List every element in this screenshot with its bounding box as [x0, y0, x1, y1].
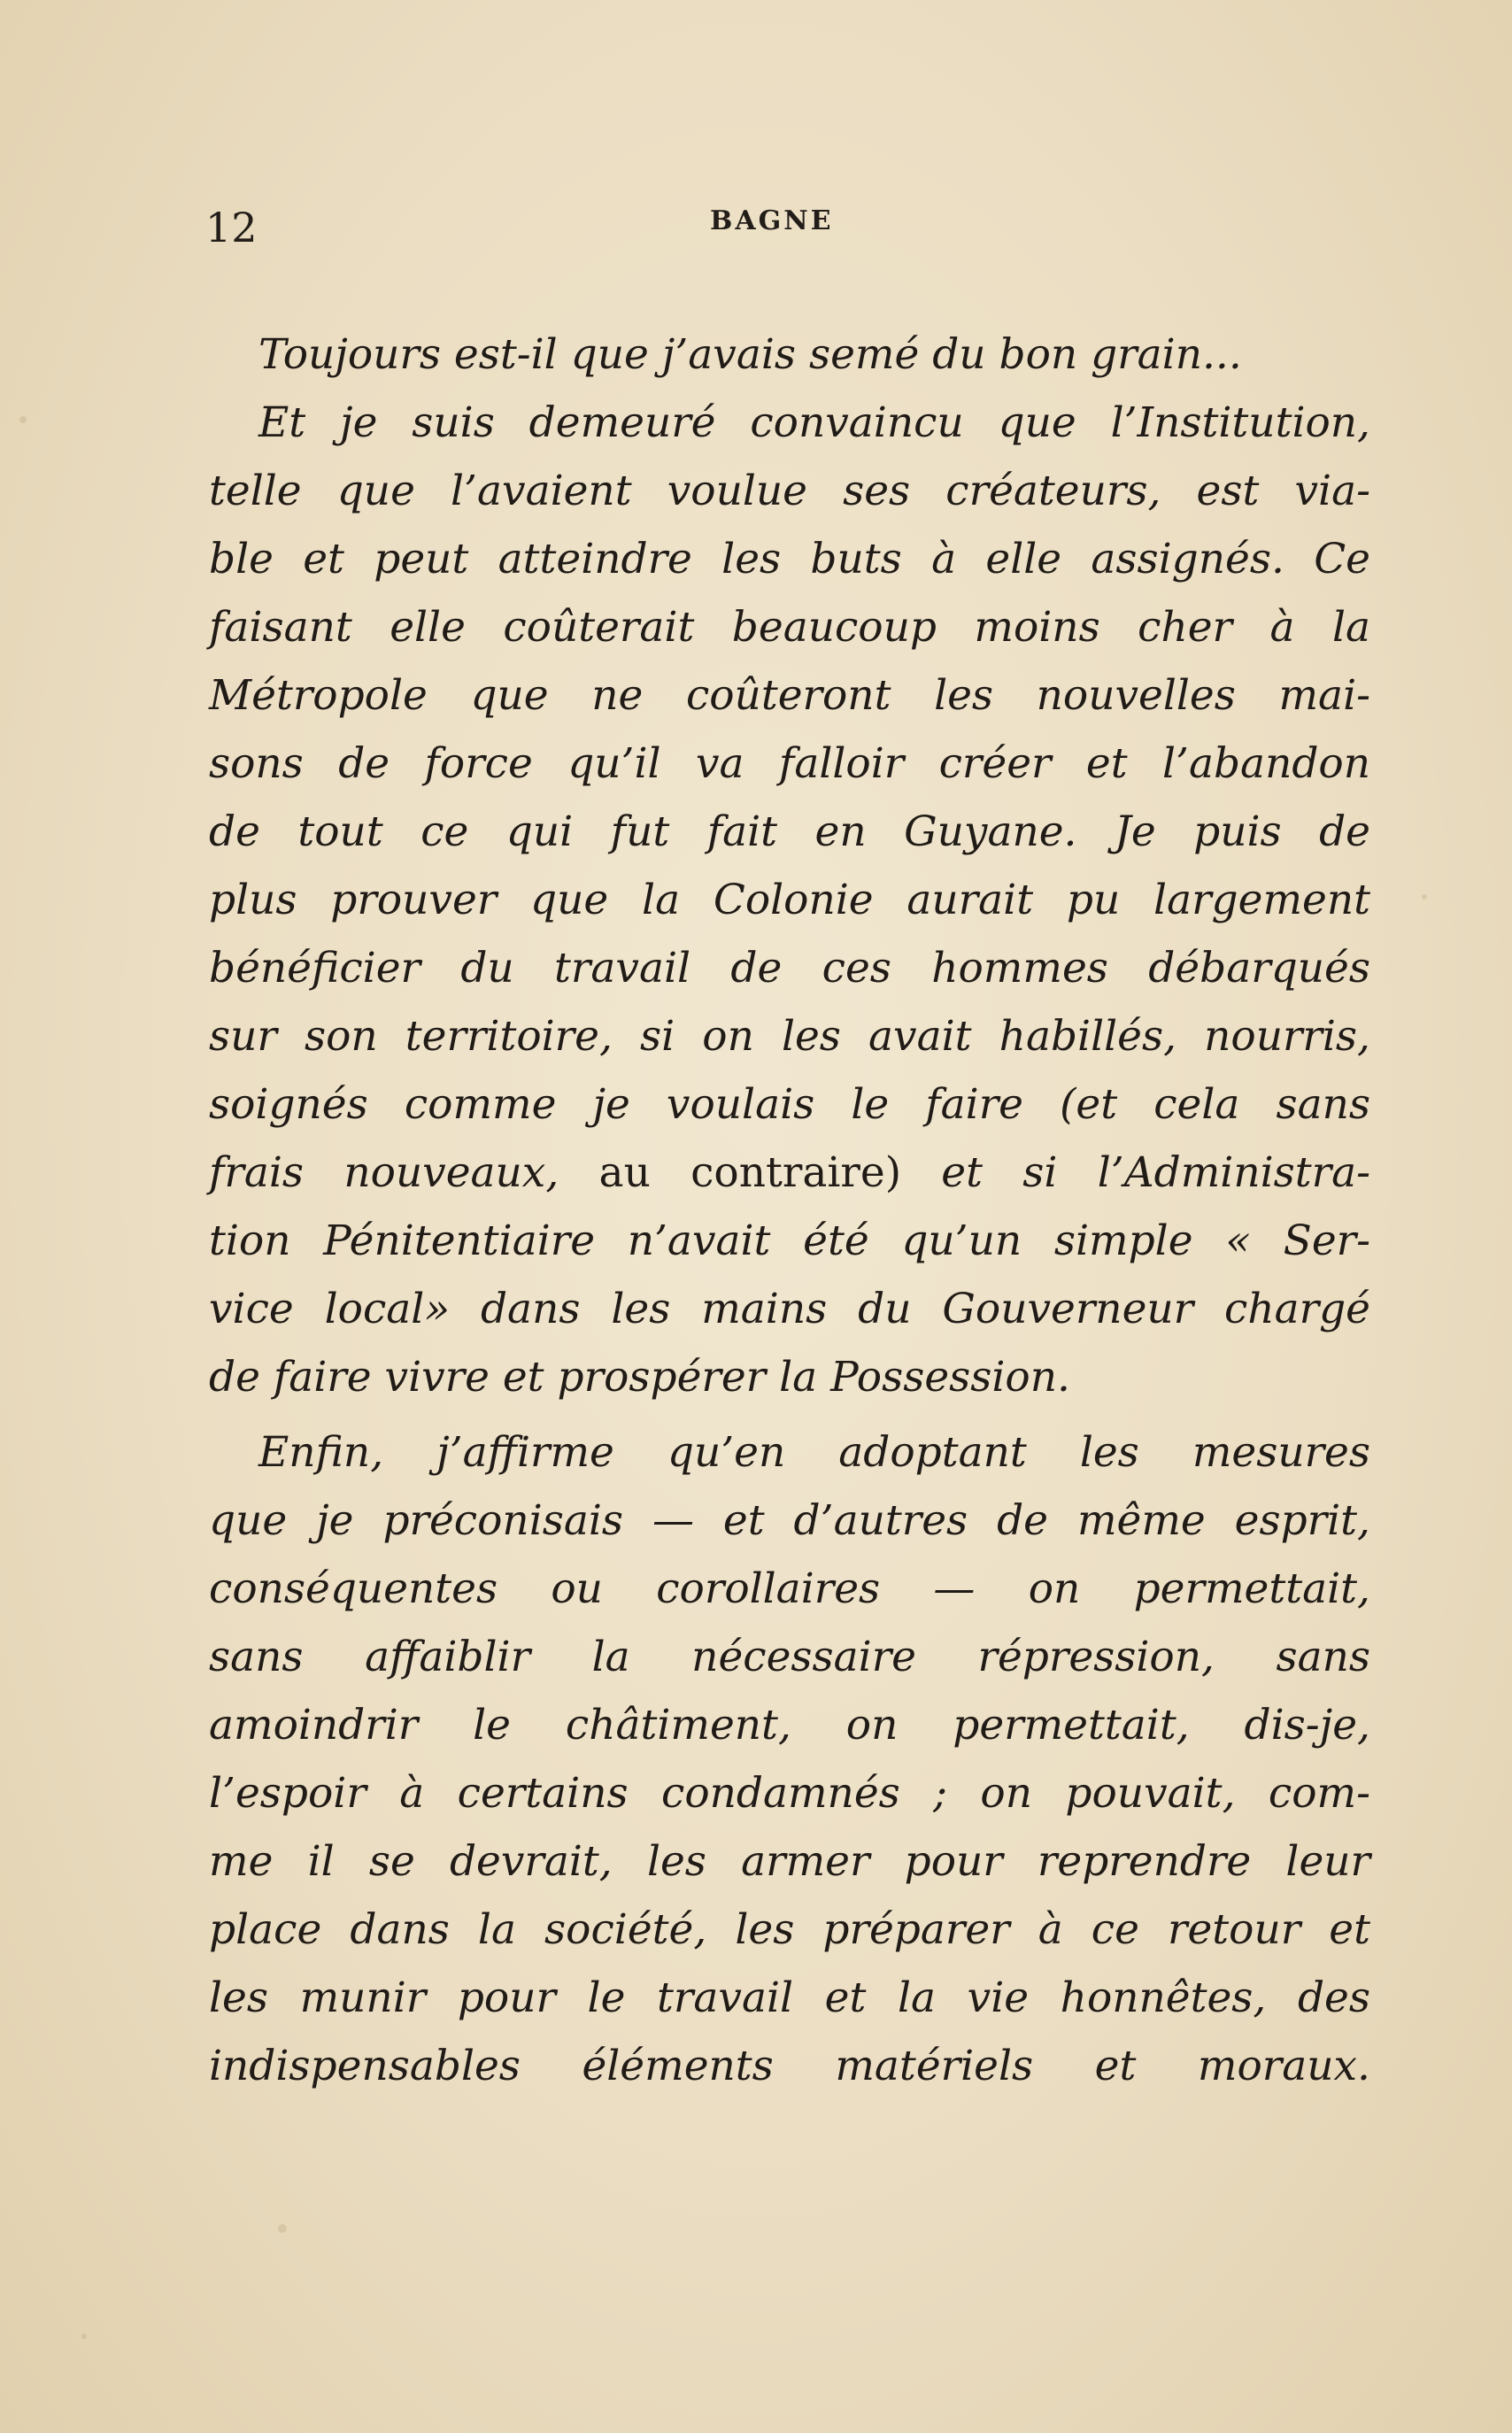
italic-run: et si l’Administra-	[901, 1148, 1370, 1197]
paragraph-3-line: sans affaiblir la nécessaire répression, sans	[209, 1633, 1370, 1681]
paragraph-2-line: tion Pénitentiaire n’avait été qu’un simple « Ser-	[209, 1216, 1370, 1265]
italic-run: frais nouveaux,	[209, 1148, 559, 1197]
body-text	[209, 321, 1370, 2100]
paragraph-2-line: Métropole que ne coûteront les nouvelles mai-	[209, 671, 1370, 720]
paragraph-1-line: Toujours est-il que j’avais semé du bon grain...	[258, 330, 1242, 379]
roman-run: au contraire)	[559, 1148, 902, 1197]
paragraph-2-line: sons de force qu’il va falloir créer et l’abandon	[209, 739, 1370, 788]
paragraph-2-line: soignés comme je voulais le faire (et cela sans	[209, 1080, 1370, 1129]
paragraph-3-line: amoindrir le châtiment, on permettait, dis-je,	[209, 1701, 1370, 1749]
paragraph-2-line: plus prouver que la Colonie aurait pu largement	[209, 876, 1370, 924]
paper-speck	[1422, 894, 1427, 900]
paragraph-2-line: faisant elle coûterait beaucoup moins cher à la	[209, 603, 1370, 652]
paragraph-3-line: les munir pour le travail et la vie honnêtes, des	[209, 1973, 1370, 2022]
paragraph-3-line: place dans la société, les préparer à ce retour et	[209, 1905, 1370, 1954]
paragraph-3-line: indispensables éléments matériels et moraux.	[209, 2042, 1370, 2090]
paragraph-2-line: de faire vivre et prospérer la Possession.	[209, 1353, 1070, 1402]
page-header	[205, 200, 1370, 262]
paragraph-3-line: l’espoir à certains condamnés ; on pouvait, com-	[209, 1769, 1370, 1818]
paper-speck	[81, 2334, 87, 2339]
paragraph-2-line: sur son territoire, si on les avait habillés, nourris,	[209, 1012, 1370, 1061]
paper-speck	[19, 416, 27, 423]
running-head: BAGNE	[710, 205, 834, 236]
paragraph-2-line	[209, 1139, 1370, 1207]
paragraph-3-line: que je préconisais — et d’autres de même esprit,	[209, 1496, 1370, 1545]
paragraph-2-line: ble et peut atteindre les buts à elle assignés. Ce	[209, 535, 1370, 583]
paragraph-3-line: Enfin, j’affirme qu’en adoptant les mesures	[258, 1428, 1370, 1477]
paragraph-3-line: conséquentes ou corollaires — on permettait,	[209, 1564, 1370, 1613]
paragraph-3-line: me il se devrait, les armer pour reprendre leur	[209, 1837, 1370, 1886]
paragraph-2-line: de tout ce qui fut fait en Guyane. Je puis de	[209, 807, 1370, 856]
paragraph-2-line: bénéficier du travail de ces hommes débarqués	[209, 944, 1370, 993]
paragraph-2-line: Et je suis demeuré convaincu que l’Institution,	[258, 398, 1370, 447]
paper-speck	[278, 2224, 287, 2233]
page-number: 12	[205, 204, 258, 251]
paragraph-2-line: vice local» dans les mains du Gouverneur chargé	[209, 1285, 1370, 1333]
paragraph-2-line: telle que l’avaient voulue ses créateurs, est via-	[209, 467, 1370, 515]
